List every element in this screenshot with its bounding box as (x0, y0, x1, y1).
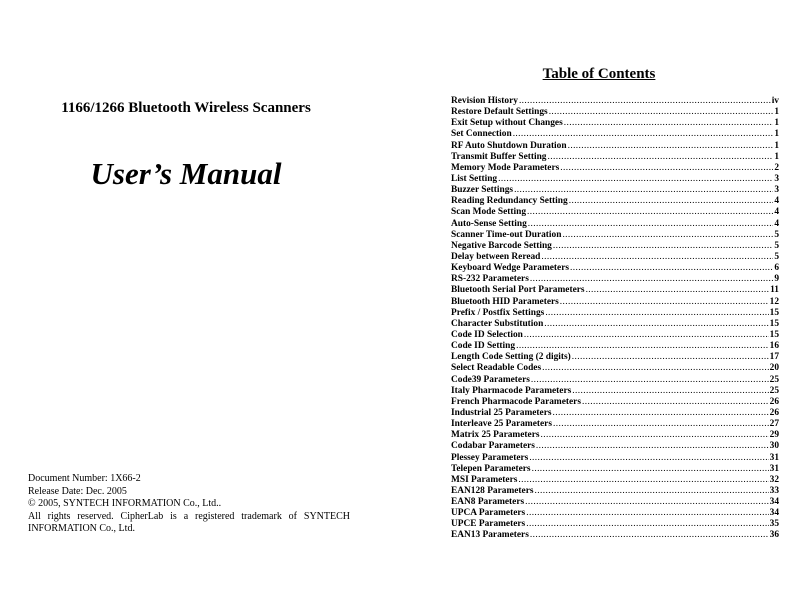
toc-entry-label: Buzzer Settings (451, 185, 514, 196)
toc-entry-label: Negative Barcode Setting (451, 240, 552, 251)
toc-entry-page: 33 (769, 485, 779, 496)
copyright-notice: © 2005, SYNTECH INFORMATION Co., Ltd.. (28, 498, 222, 509)
toc-entry[interactable] (451, 163, 779, 174)
toc-entry-page: 11 (770, 285, 779, 296)
toc-entry-label: Exit Setup without Changes (451, 118, 563, 129)
manual-title: User’s Manual (90, 156, 282, 191)
toc-entry-label: French Pharmacode Parameters (451, 396, 581, 407)
toc-entry[interactable] (451, 319, 779, 330)
toc-leader-dots (572, 352, 769, 363)
toc-entry[interactable] (451, 196, 779, 207)
toc-entry-label: Interleave 25 Parameters (451, 419, 552, 430)
toc-leader-dots (529, 453, 768, 464)
toc-entry-page: 1 (774, 107, 779, 118)
toc-entry[interactable] (451, 464, 779, 475)
toc-entry[interactable] (451, 519, 779, 530)
product-title: 1166/1266 Bluetooth Wireless Scanners (61, 100, 311, 116)
toc-entry-label: EAN8 Parameters (451, 497, 525, 508)
toc-entry-page: 26 (769, 407, 779, 418)
toc-leader-dots (526, 519, 768, 530)
toc-entry-label: Scanner Time-out Duration (451, 229, 562, 240)
toc-leader-dots (560, 163, 773, 174)
toc-leader-dots (519, 96, 771, 107)
toc-entry-label: Reading Redundancy Setting (451, 196, 568, 207)
toc-entry-page: 4 (774, 196, 779, 207)
toc-entry[interactable] (451, 453, 779, 464)
toc-entry-page: 5 (774, 251, 779, 262)
toc-entry[interactable] (451, 475, 779, 486)
toc-entry[interactable] (451, 274, 779, 285)
toc-entry-label: Prefix / Postfix Settings (451, 307, 545, 318)
toc-entry-label: Set Connection (451, 129, 512, 140)
toc-entry-page: 29 (769, 430, 779, 441)
toc-leader-dots (513, 129, 774, 140)
toc-entry-page: 4 (774, 218, 779, 229)
toc-entry-page: 1 (774, 151, 779, 162)
toc-entry-page: 17 (769, 352, 779, 363)
toc-leader-dots (528, 219, 774, 230)
toc-entry[interactable] (451, 386, 779, 397)
toc-leader-dots (530, 274, 773, 285)
toc-entry[interactable] (451, 185, 779, 196)
toc-entry-label: Transmit Buffer Setting (451, 151, 547, 162)
toc-entry-label: RS-232 Parameters (451, 274, 529, 285)
toc-entry-page: 3 (774, 173, 779, 184)
toc-leader-dots (544, 319, 768, 330)
toc-entry-label: Telepen Parameters (451, 463, 531, 474)
toc-entry-page: 25 (769, 385, 779, 396)
toc-entry[interactable] (451, 285, 779, 296)
toc-leader-dots (524, 330, 769, 341)
toc-entry[interactable] (451, 241, 779, 252)
toc-entry-label: RF Auto Shutdown Duration (451, 140, 567, 151)
toc-leader-dots (532, 464, 769, 475)
toc-entry-page: 36 (769, 530, 779, 541)
toc-entry-label: UPCE Parameters (451, 519, 526, 530)
trademark-notice-line2: INFORMATION Co., Ltd. (28, 523, 135, 534)
toc-leader-dots (526, 508, 768, 519)
toc-leader-dots (536, 441, 769, 452)
toc-entry-label: Plessey Parameters (451, 452, 529, 463)
toc-entry-label: Delay between Reread (451, 251, 541, 262)
toc-leader-dots (527, 207, 773, 218)
toc-leader-dots (553, 419, 769, 430)
toc-entry[interactable] (451, 141, 779, 152)
toc-entry-page: 15 (769, 318, 779, 329)
toc-leader-dots (549, 107, 774, 118)
toc-entry[interactable] (451, 297, 779, 308)
toc-page (440, 0, 808, 614)
toc-leader-dots (568, 141, 774, 152)
toc-leader-dots (531, 375, 769, 386)
toc-entry-label: Scan Mode Setting (451, 207, 526, 218)
toc-leader-dots (582, 397, 769, 408)
toc-entry[interactable] (451, 230, 779, 241)
toc-leader-dots (514, 185, 773, 196)
toc-entry[interactable] (451, 207, 779, 218)
toc-leader-dots (516, 341, 769, 352)
toc-entry-page: 32 (769, 474, 779, 485)
toc-entry-label: Code ID Selection (451, 329, 523, 340)
toc-entry-label: Codabar Parameters (451, 441, 535, 452)
toc-entry[interactable] (451, 363, 779, 374)
toc-entry-page: 15 (769, 329, 779, 340)
toc-entry-page: 26 (769, 396, 779, 407)
toc-entry-page: 30 (769, 441, 779, 452)
toc-entry[interactable] (451, 96, 779, 107)
toc-entry-page: 34 (769, 497, 779, 508)
toc-entry-page: 5 (774, 240, 779, 251)
toc-entry[interactable] (451, 352, 779, 363)
trademark-notice-line1: All rights reserved. CipherLab is a registered trademark of SYNTECH (28, 510, 350, 522)
toc-entry[interactable] (451, 174, 779, 185)
toc-leader-dots (562, 230, 773, 241)
toc-entry[interactable] (451, 408, 779, 419)
toc-entry-label: Code39 Parameters (451, 374, 530, 385)
toc-entry-page: 15 (769, 307, 779, 318)
toc-entry-label: Italy Pharmacode Parameters (451, 385, 572, 396)
toc-entry[interactable] (451, 397, 779, 408)
toc-entry-label: EAN13 Parameters (451, 530, 529, 541)
toc-entry-label: Code ID Setting (451, 341, 516, 352)
toc-leader-dots (564, 118, 774, 129)
toc-entry-label: Keyboard Wedge Parameters (451, 263, 570, 274)
toc-entry-page: 2 (774, 162, 779, 173)
toc-entry[interactable] (451, 497, 779, 508)
toc-entry-page: 1 (774, 129, 779, 140)
toc-leader-dots (553, 408, 769, 419)
toc-entry-page: 4 (774, 207, 779, 218)
toc-entry[interactable] (451, 375, 779, 386)
toc-entry-label: EAN128 Parameters (451, 485, 534, 496)
toc-leader-dots (572, 386, 768, 397)
toc-entry[interactable] (451, 107, 779, 118)
toc-leader-dots (518, 475, 768, 486)
toc-entry-label: Industrial 25 Parameters (451, 407, 552, 418)
toc-entry[interactable] (451, 508, 779, 519)
toc-entry-page: 34 (769, 508, 779, 519)
cover-page (0, 0, 400, 614)
toc-entry-page: iv (771, 96, 779, 106)
toc-title: Table of Contents (542, 66, 656, 82)
toc-entry-page: 35 (769, 519, 779, 530)
toc-entry[interactable] (451, 330, 779, 341)
toc-entry[interactable] (451, 219, 779, 230)
toc-entry-page: 12 (769, 296, 779, 307)
toc-entry[interactable] (451, 308, 779, 319)
toc-entry[interactable] (451, 341, 779, 352)
toc-leader-dots (498, 174, 773, 185)
toc-leader-dots (530, 530, 769, 541)
toc-entry[interactable] (451, 129, 779, 140)
toc-entry-label: UPCA Parameters (451, 508, 526, 519)
toc-entry-label: Bluetooth HID Parameters (451, 296, 559, 307)
toc-entry[interactable] (451, 486, 779, 497)
document-info (28, 473, 350, 536)
toc-leader-dots (560, 297, 769, 308)
toc-entry-label: List Setting (451, 173, 498, 184)
toc-entry-label: Memory Mode Parameters (451, 162, 560, 173)
toc-entry[interactable] (451, 263, 779, 274)
toc-leader-dots (525, 497, 768, 508)
toc-entry[interactable] (451, 430, 779, 441)
toc-entry-page: 5 (774, 229, 779, 240)
release-date: Release Date: Dec. 2005 (28, 485, 127, 497)
toc-leader-dots (541, 252, 773, 263)
toc-leader-dots (535, 486, 769, 497)
toc-entry-page: 27 (769, 419, 779, 430)
toc-entry-label: MSI Parameters (451, 474, 518, 485)
toc-leader-dots (570, 263, 773, 274)
toc-entry-page: 3 (774, 185, 779, 196)
toc-leader-dots (586, 285, 770, 296)
toc-entry-page: 20 (769, 363, 779, 374)
toc-entry-label: Auto-Sense Setting (451, 218, 527, 229)
toc-entry-page: 31 (769, 463, 779, 474)
toc-list (451, 96, 779, 542)
document-number: Document Number: 1X66-2 (28, 473, 141, 484)
toc-entry[interactable] (451, 419, 779, 430)
toc-entry[interactable] (451, 118, 779, 129)
toc-entry[interactable] (451, 152, 779, 163)
toc-entry-page: 16 (769, 341, 779, 352)
toc-leader-dots (542, 363, 769, 374)
toc-entry-page: 9 (774, 274, 779, 285)
toc-entry-label: Restore Default Settings (451, 107, 548, 118)
toc-entry-page: 31 (769, 452, 779, 463)
toc-entry[interactable] (451, 441, 779, 452)
toc-entry-label: Length Code Setting (2 digits) (451, 352, 571, 363)
toc-leader-dots (541, 430, 769, 441)
toc-leader-dots (569, 196, 774, 207)
toc-entry-label: Select Readable Codes (451, 363, 542, 374)
toc-entry[interactable] (451, 252, 779, 263)
toc-entry-page: 25 (769, 374, 779, 385)
toc-entry[interactable] (451, 530, 779, 541)
toc-leader-dots (553, 241, 773, 252)
toc-leader-dots (545, 308, 768, 319)
toc-entry-label: Revision History (451, 96, 518, 106)
toc-entry-page: 6 (774, 263, 779, 274)
toc-entry-page: 1 (774, 140, 779, 151)
toc-entry-page: 1 (774, 118, 779, 129)
toc-entry-label: Bluetooth Serial Port Parameters (451, 285, 585, 296)
toc-leader-dots (547, 152, 773, 163)
toc-entry-label: Character Substitution (451, 318, 544, 329)
toc-entry-label: Matrix 25 Parameters (451, 430, 540, 441)
